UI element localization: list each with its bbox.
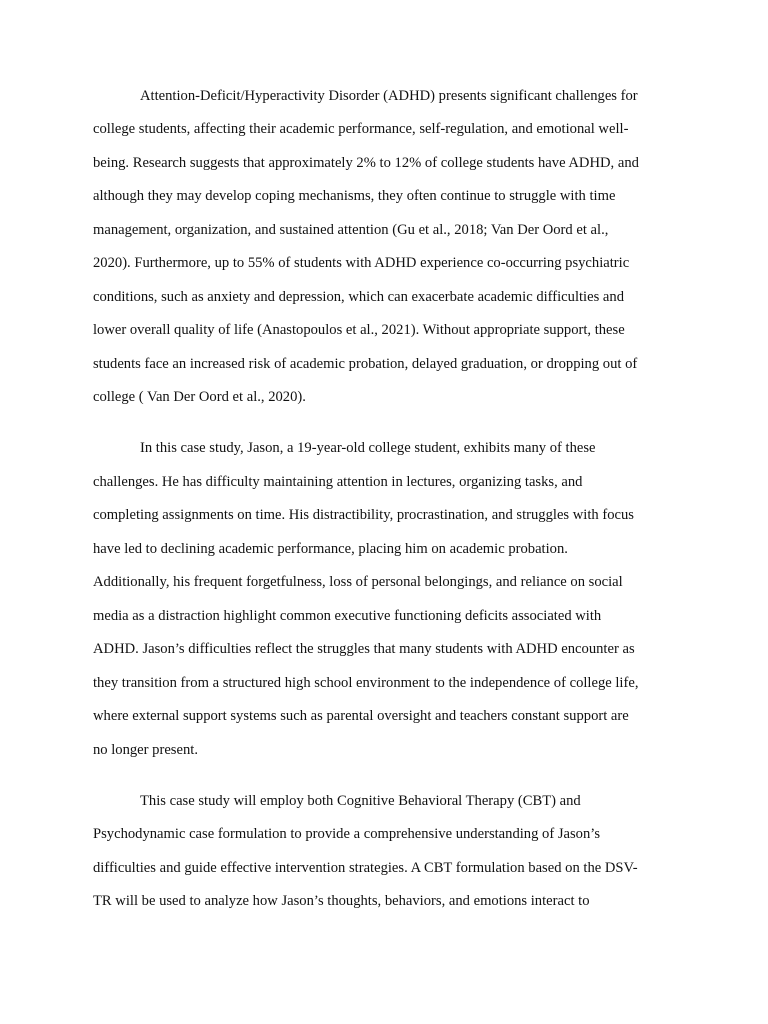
paragraph-1-line-1: Attention-Deficit/Hyperactivity Disorder (ADHD) presents significant challenges for — [140, 88, 638, 104]
paragraph-1-line-5: management, organization, and sustained attention (Gu et al., 2018; Van Der Oord et al., — [93, 222, 609, 238]
paragraph-2-line-3: completing assignments on time. His distractibility, procrastination, and struggles with focus — [93, 507, 634, 523]
paragraph-3-line-4: TR will be used to analyze how Jason’s thoughts, behaviors, and emotions interact to — [93, 893, 590, 909]
paragraph-2-line-2: challenges. He has difficulty maintaining attention in lectures, organizing tasks, and — [93, 474, 583, 490]
paragraph-2-line-4: have led to declining academic performance, placing him on academic probation. — [93, 541, 568, 557]
paragraph-1-line-4: although they may develop coping mechanisms, they often continue to struggle with time — [93, 188, 616, 204]
paragraph-1-line-2: college students, affecting their academic performance, self-regulation, and emotional well- — [93, 121, 629, 137]
paragraph-2-line-8: they transition from a structured high school environment to the independence of college life, — [93, 675, 639, 691]
paragraph-3-line-1: This case study will employ both Cognitive Behavioral Therapy (CBT) and — [140, 793, 581, 809]
paragraph-2-line-7: ADHD. Jason’s difficulties reflect the struggles that many students with ADHD encounter as — [93, 641, 635, 657]
paragraph-3-line-2: Psychodynamic case formulation to provide a comprehensive understanding of Jason’s — [93, 826, 601, 842]
paragraph-2-line-10: no longer present. — [93, 742, 198, 758]
paragraph-2-line-6: media as a distraction highlight common executive functioning deficits associated with — [93, 608, 602, 624]
paragraph-2-line-1: In this case study, Jason, a 19-year-old college student, exhibits many of these — [140, 440, 596, 456]
paragraph-3-line-3: difficulties and guide effective intervention strategies. A CBT formulation based on the DSV- — [93, 860, 638, 876]
paragraph-2-line-5: Additionally, his frequent forgetfulness, loss of personal belongings, and reliance on social — [93, 574, 623, 590]
paragraph-2-line-9: where external support systems such as parental oversight and teachers constant support are — [93, 708, 629, 724]
paragraph-1-line-10: college ( Van Der Oord et al., 2020). — [93, 389, 306, 405]
paragraph-1-line-6: 2020). Furthermore, up to 55% of students with ADHD experience co-occurring psychiatric — [93, 255, 630, 271]
paragraph-1-line-3: being. Research suggests that approximately 2% to 12% of college students have ADHD, and — [93, 155, 639, 171]
paragraph-1-line-7: conditions, such as anxiety and depression, which can exacerbate academic difficulties and — [93, 289, 624, 305]
paragraph-1-line-8: lower overall quality of life (Anastopoulos et al., 2021). Without appropriate support, these — [93, 322, 625, 338]
paragraph-1-line-9: students face an increased risk of academic probation, delayed graduation, or dropping out of — [93, 356, 638, 372]
